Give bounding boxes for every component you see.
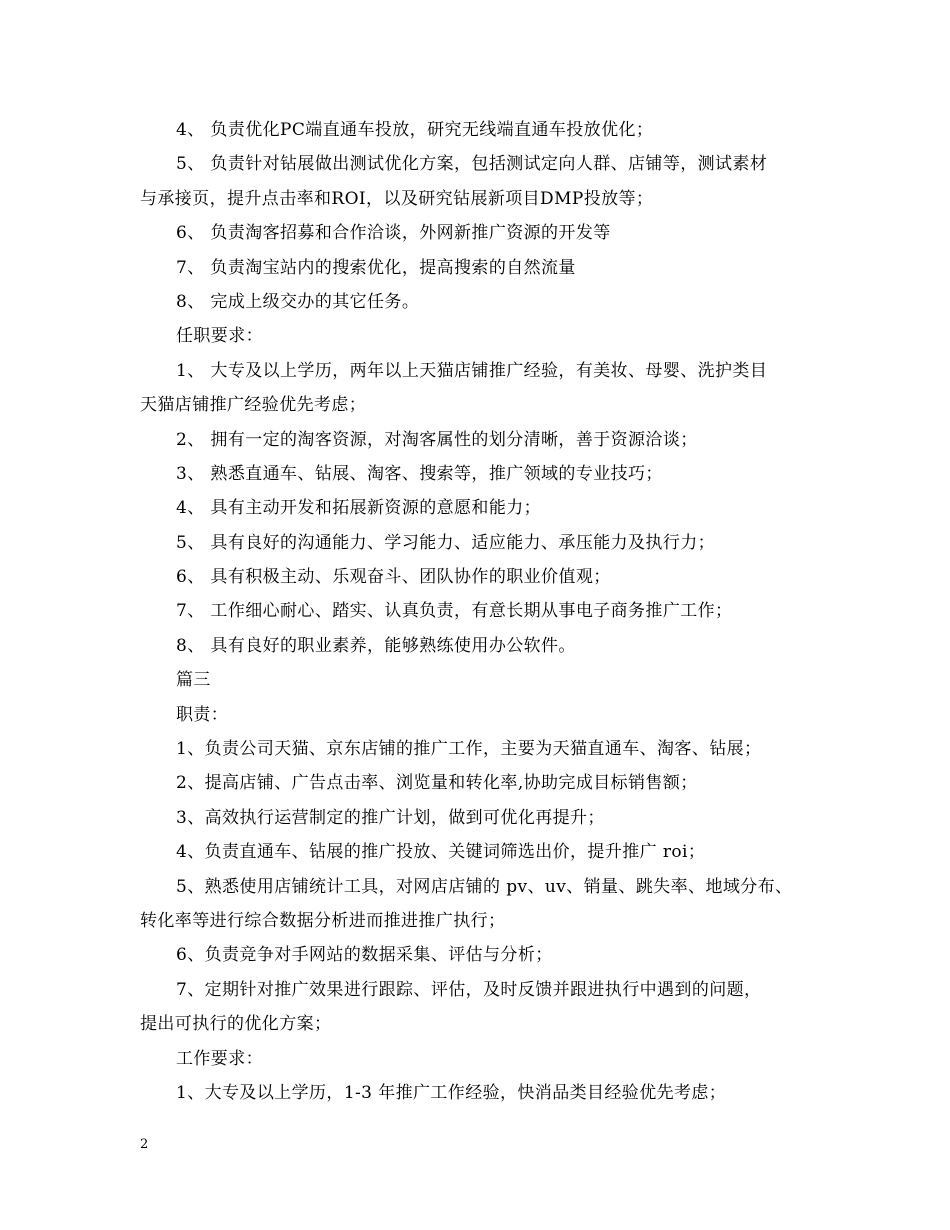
text-line: 任职要求：: [176, 326, 263, 347]
text-line: 2、 拥有一定的淘客资源，对淘客属性的划分清晰，善于资源洽谈；: [176, 429, 698, 450]
text-line: 6、负责竞争对手网站的数据采集、评估与分析；: [176, 945, 553, 966]
text-line: 1、大专及以上学历，1-3 年推广工作经验，快消品类目经验优先考虑；: [176, 1082, 727, 1103]
text-line: 8、 完成上级交办的其它任务。: [176, 291, 420, 312]
text-line: 5、 具有良好的沟通能力、学习能力、适应能力、承压能力及执行力；: [176, 532, 716, 553]
text-line: 篇三: [176, 670, 211, 691]
text-line: 职责：: [176, 704, 229, 725]
text-line: 4、 具有主动开发和拓展新资源的意愿和能力；: [176, 498, 542, 519]
text-line: 4、 负责优化PC端直通车投放，研究无线端直通车投放优化；: [176, 120, 654, 140]
text-line: 6、 负责淘客招募和合作洽谈，外网新推广资源的开发等: [176, 223, 611, 244]
text-line: 天猫店铺推广经验优先考虑；: [140, 395, 367, 416]
document-body: [140, 113, 830, 1110]
text-line: 7、 工作细心耐心、踏实、认真负责，有意长期从事电子商务推广工作；: [176, 601, 733, 622]
text-line: 3、 熟悉直通车、钻展、淘客、搜索等，推广领域的专业技巧；: [176, 463, 663, 484]
text-line: 6、 具有积极主动、乐观奋斗、团队协作的职业价值观；: [176, 567, 611, 588]
text-line: 提出可执行的优化方案；: [140, 1014, 332, 1035]
text-line: 7、定期针对推广效果进行跟踪、评估，及时反馈并跟进执行中遇到的问题，: [176, 979, 762, 1000]
text-line: 5、熟悉使用店铺统计工具，对网店店铺的 pv、uv、销量、跳失率、地域分布、: [176, 876, 793, 897]
text-line: 1、负责公司天猫、京东店铺的推广工作，主要为天猫直通车、淘客、钻展；: [176, 739, 762, 760]
text-line: 3、高效执行运营制定的推广计划，做到可优化再提升；: [176, 807, 605, 828]
text-line: 8、 具有良好的职业素养，能够熟练使用办公软件。: [176, 635, 576, 656]
page-number: 2: [140, 1137, 149, 1152]
text-line: 与承接页，提升点击率和ROI，以及研究钻展新项目DMP投放等；: [140, 188, 654, 209]
text-line: 工作要求：: [176, 1048, 263, 1069]
text-line: 1、 大专及以上学历，两年以上天猫店铺推广经验，有美妆、母婴、洗护类目: [176, 360, 768, 381]
text-line: 2、提高店铺、广告点击率、浏览量和转化率,协助完成目标销售额；: [176, 773, 698, 794]
text-line: 7、 负责淘宝站内的搜索优化，提高搜索的自然流量: [176, 257, 576, 278]
text-line: 转化率等进行综合数据分析进而推进推广执行；: [140, 910, 506, 931]
text-line: 4、负责直通车、钻展的推广投放、关键词筛选出价，提升推广 roi；: [176, 842, 706, 863]
text-line: 5、 负责针对钻展做出测试优化方案，包括测试定向人群、店铺等，测试素材: [176, 154, 768, 175]
